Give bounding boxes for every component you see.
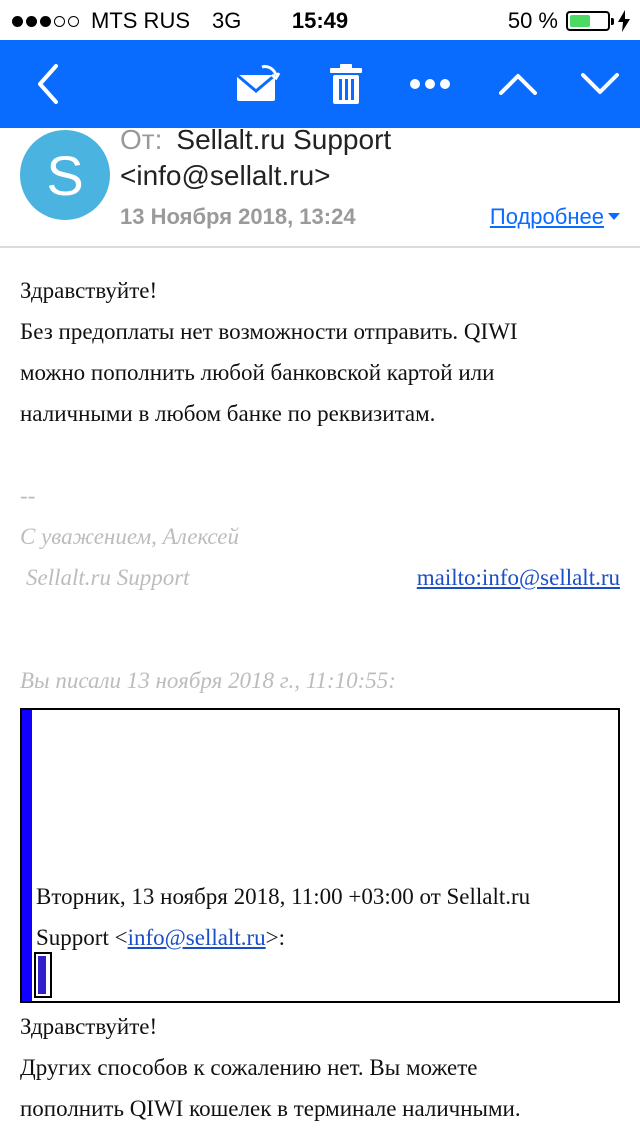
quote-line: Вторник, 13 ноября 2018, 11:00 +03:00 от Sellalt.ru (36, 884, 531, 909)
body-line: Других способов к сожалению нет. Вы можете (20, 1055, 478, 1080)
charging-icon (618, 10, 630, 32)
trash-icon (329, 63, 363, 105)
chevron-down-icon (581, 73, 619, 95)
body-line: Без предоплаты нет возможности отправить. QIWI (20, 319, 518, 344)
message-date: 13 Ноября 2018, 13:24 (120, 204, 356, 229)
more-icon (409, 78, 451, 90)
quote-email-link[interactable]: info@sellalt.ru (127, 925, 266, 950)
sender-name: Sellalt.ru Support (176, 124, 392, 155)
greeting: Здравствуйте! (20, 278, 158, 303)
message-header (0, 124, 640, 248)
battery-group (508, 8, 630, 34)
quote-bar (22, 710, 32, 1001)
more-button[interactable] (402, 40, 458, 128)
caret-down-icon (608, 213, 620, 221)
quote-suffix: >: (265, 925, 286, 950)
previous-message-button[interactable] (490, 40, 546, 128)
move-to-folder-icon (232, 63, 282, 105)
quote-line (36, 917, 606, 958)
delete-button[interactable] (318, 40, 374, 128)
avatar[interactable]: S (20, 130, 110, 220)
quoted-message (20, 708, 620, 1003)
signature-company: Sellalt.ru Support (26, 565, 190, 590)
back-button[interactable] (20, 40, 76, 128)
body-line: можно пополнить любой банковской картой или (20, 360, 495, 385)
mailto-link[interactable]: mailto:info@sellalt.ru (416, 565, 620, 590)
signature-regards: С уважением, Алексей (20, 524, 240, 549)
body-line: наличными в любом банке по реквизитам. (20, 401, 436, 426)
battery-icon (566, 11, 610, 31)
details-label: Подробнее (489, 204, 604, 229)
mail-toolbar (0, 40, 640, 128)
quoted-content (20, 1006, 620, 1129)
next-message-button[interactable] (572, 40, 628, 128)
details-link[interactable] (490, 204, 620, 230)
quote-text (36, 876, 606, 958)
quote-prefix: Support < (36, 925, 128, 950)
chevron-left-icon (36, 64, 60, 104)
body-line: пополнить QIWI кошелек в терминале наличными. (20, 1096, 521, 1121)
move-button[interactable] (226, 40, 288, 128)
chevron-up-icon (499, 73, 537, 95)
greeting: Здравствуйте! (20, 1014, 158, 1039)
nested-quote-box (34, 952, 52, 998)
from-label: От: (120, 124, 163, 155)
sender-email: <info@sellalt.ru> (120, 160, 331, 191)
battery-percent: 50 % (507, 8, 558, 33)
status-bar (0, 0, 640, 40)
signature-dash: -- (20, 483, 36, 508)
network-type: 3G (212, 8, 242, 33)
sender[interactable] (120, 122, 540, 194)
quote-header: Вы писали 13 ноября 2018 г., 11:10:55: (20, 668, 396, 693)
carrier-name: MTS RUS (91, 8, 190, 33)
message-body (20, 270, 620, 701)
clock: 15:49 (291, 8, 349, 33)
